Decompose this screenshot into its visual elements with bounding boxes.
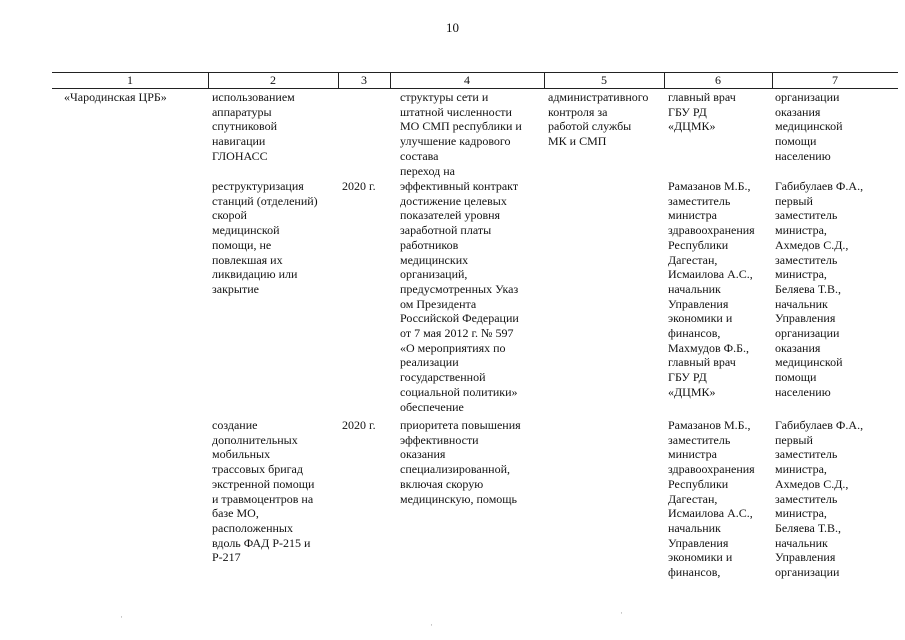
row-3-supervisor: Габибулаев Ф.А., первый заместитель министра, Ахмедов С.Д., заместитель министра, Беляева Т.В., начальник Управления организации (775, 418, 864, 580)
row-1-measure: использованием аппаратуры спутниковой навигации ГЛОНАСС (212, 90, 295, 163)
table-header-row (52, 72, 898, 89)
column-header-3: 3 (361, 73, 367, 87)
row-3-responsible: Рамазанов М.Б., заместитель министра здравоохранения Республики Дагестан, Исмаилова А.С., начальник Управления экономики и финансов, (668, 418, 755, 580)
row-2-description: эффективный контракт достижение целевых показателей уровня заработной платы работников медицинских организаций, предусмотренных Указ ом Президента Российской Федерации от 7 мая 2012 г. № 597 «О мероприятиях по реализации государственной социальной политики» обеспечение (400, 179, 519, 414)
row-1-control: административного контроля за работой службы МК и СМП (548, 90, 649, 149)
row-1-organization: «Чародинская ЦРБ» (64, 90, 167, 104)
row-1-responsible: главный врач ГБУ РД «ДЦМК» (668, 90, 736, 134)
column-header-6: 6 (715, 73, 721, 87)
row-3-measure: создание дополнительных мобильных трассовых бригад экстренной помощи и травмоцентров на базе МО, расположенных вдоль ФАД Р-215 и Р-217 (212, 418, 315, 565)
column-header-7: 7 (832, 73, 838, 87)
scan-speck: · (120, 612, 123, 622)
column-header-5: 5 (601, 73, 607, 87)
row-3-description: приоритета повышения эффективности оказания специализированной, включая скорую медицинскую, помощь (400, 418, 521, 506)
row-2-responsible: Рамазанов М.Б., заместитель министра здравоохранения Республики Дагестан, Исмаилова А.С., начальник Управления экономики и финансов, Махмудов Ф.Б., главный врач ГБУ РД «ДЦМК» (668, 179, 755, 399)
row-2-supervisor: Габибулаев Ф.А., первый заместитель министра, Ахмедов С.Д., заместитель министра, Беляева Т.В., начальник Управления организации оказания медицинской помощи населению (775, 179, 864, 399)
row-3-deadline: 2020 г. (342, 418, 376, 432)
row-1-supervisor: организации оказания медицинской помощи населению (775, 90, 843, 163)
column-header-1: 1 (127, 73, 133, 87)
row-2-measure: реструктуризация станций (отделений) скорой медицинской помощи, не повлекшая их ликвидацию или закрытие (212, 179, 318, 296)
scan-speck: · (620, 608, 623, 618)
column-header-4: 4 (464, 73, 470, 87)
row-2-deadline: 2020 г. (342, 179, 376, 193)
row-1-description: структуры сети и штатной численности МО СМП республики и улучшение кадрового состава переход на (400, 90, 522, 178)
page-number: 10 (446, 20, 459, 35)
column-header-2: 2 (270, 73, 276, 87)
scan-speck: · (430, 620, 433, 630)
